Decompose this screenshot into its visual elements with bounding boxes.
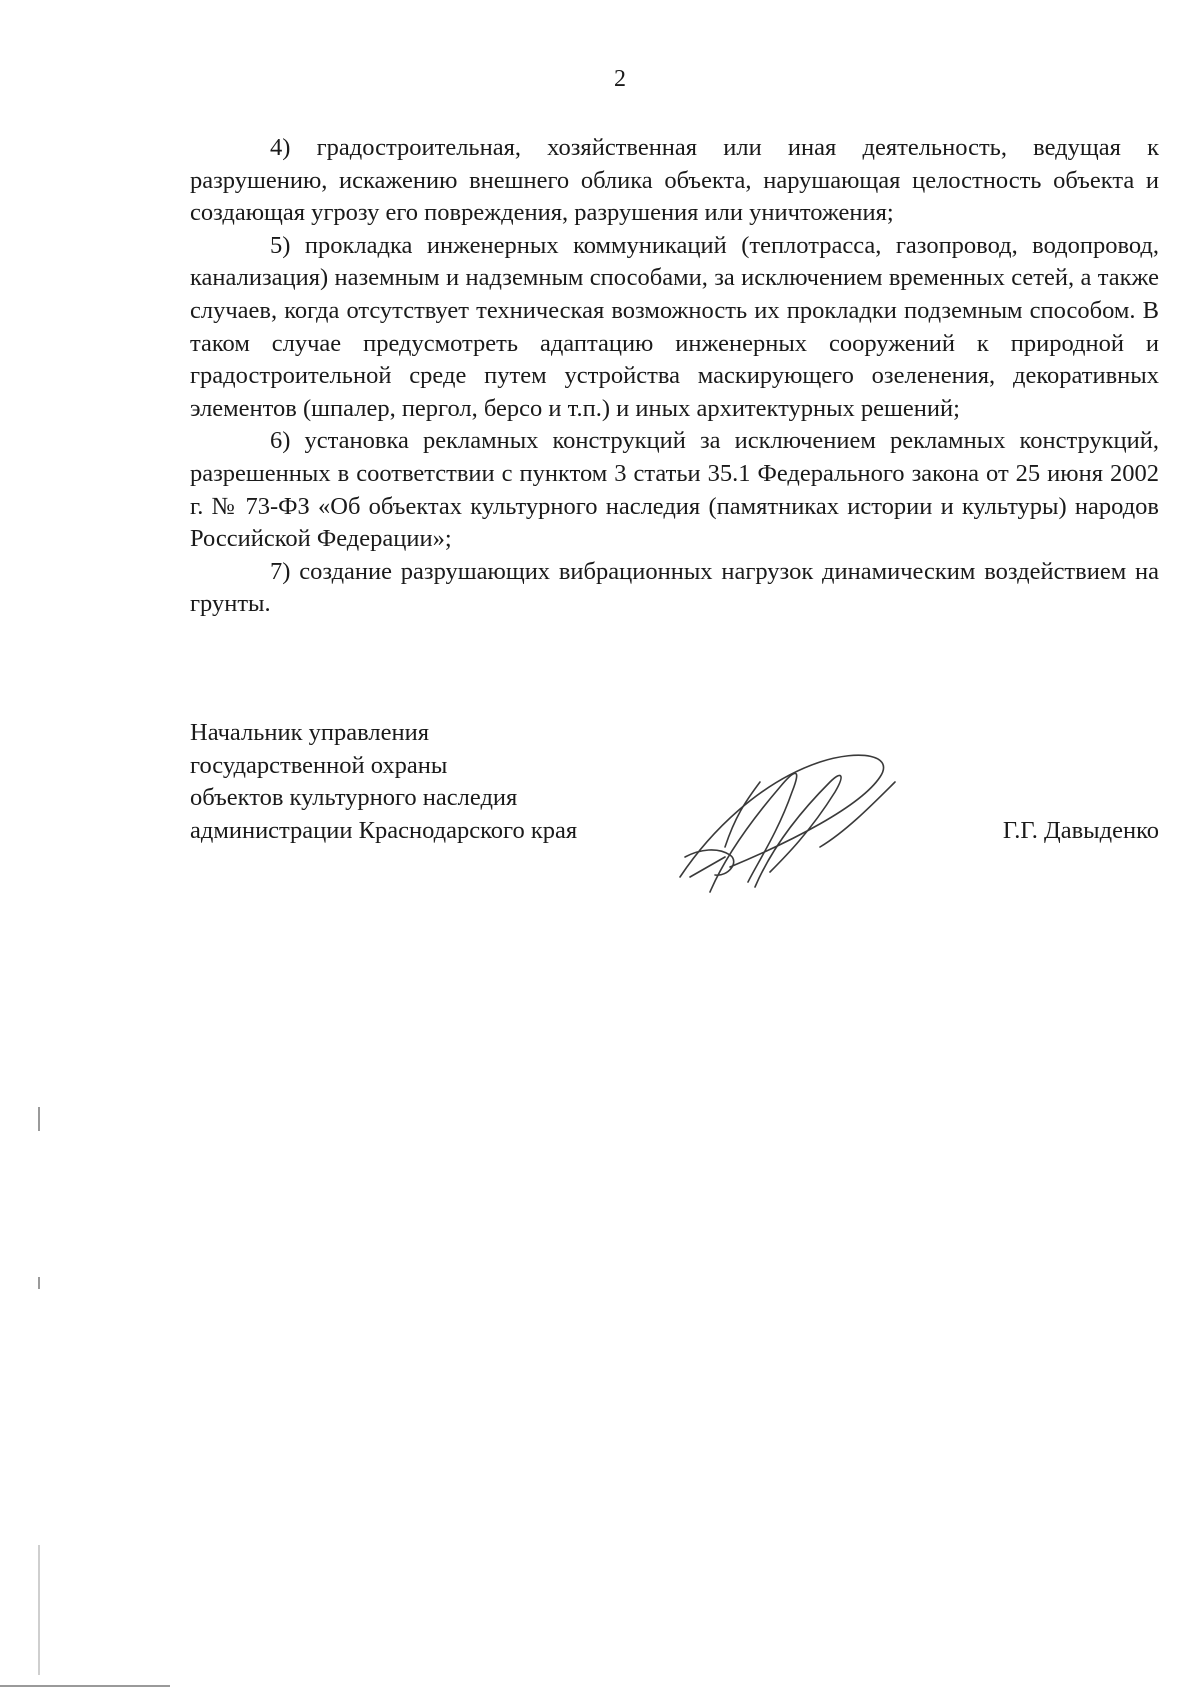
paragraph-item-7: 7) создание разрушающих вибрационных нагрузок динамическим воздействием на грунты. [190,557,1159,618]
signer-position-line: администрации Краснодарского края [190,816,578,844]
scan-edge-mark [38,1277,40,1289]
paragraph-item-5: 5) прокладка инженерных коммуникаций (теплотрасса, газопровод, водопровод, канализация) наземным и надземным способами, за исключением временных сетей, а также случаев, когда отсутствует техническая возможность их прокладки подземным способом. В таком случае предусмотреть адаптацию инженерных сооружений к природной и градостроительной среде путем устройства маскирующего озеленения, декоративных элементов (шпалер, пергол, берсо и т.п.) и иных архитектурных решений; [190,231,1159,422]
signature-block [190,717,1159,887]
signer-name: Г.Г. Давыденко [1002,817,1159,844]
signer-position-line: государственной охраны [190,751,448,779]
signer-position [190,717,577,847]
scan-edge-mark [38,1545,40,1675]
paragraph-item-6: 6) установка рекламных конструкций за исключением рекламных конструкций, разрешенных в соответствии с пунктом 3 статьи 35.1 Федерального закона от 25 июня 2002 г. № 73-ФЗ «Об объектах культурного наследия (памятниках истории и культуры) народов Российской Федерации»; [190,427,1159,553]
signer-position-line: объектов культурного наследия [190,784,518,812]
scan-bottom-line [0,1685,170,1687]
scan-edge-mark [38,1107,40,1131]
paragraph-item-4: 4) градостроительная, хозяйственная или иная деятельность, ведущая к разрушению, искажению внешнего облика объекта, нарушающая целостность объекта и создающая угрозу его повреждения, разрушения или уничтожения; [190,134,1159,227]
page-number: 2 [614,66,626,92]
document-body [190,132,1159,621]
signer-position-line: Начальник управления [190,719,429,746]
handwritten-signature [670,737,920,907]
